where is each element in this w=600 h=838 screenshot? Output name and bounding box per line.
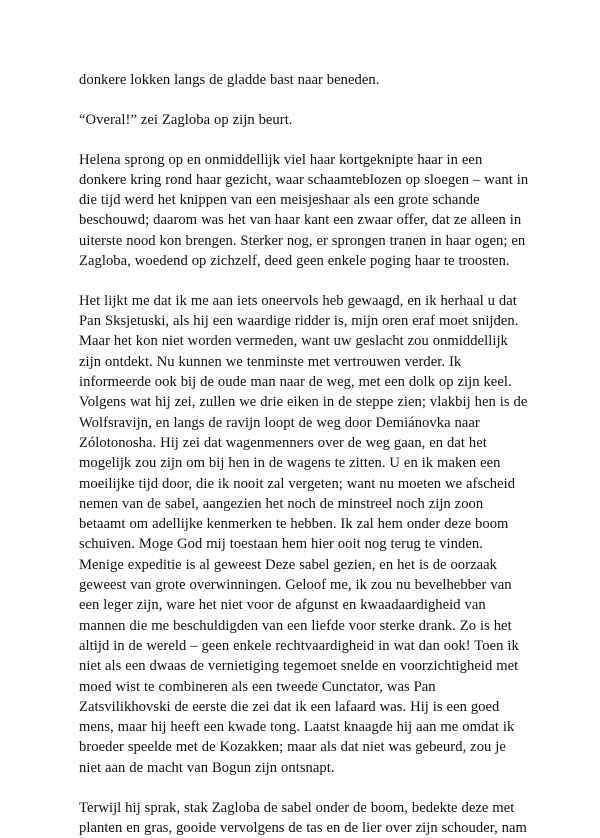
text-line: donkere lokken langs de gladde bast naar beneden.: [79, 70, 531, 90]
text-line: Terwijl hij sprak, stak Zagloba de sabel onder de boom, bedekte deze met: [79, 798, 531, 818]
text-line: Helena sprong op en onmiddellijk viel haar kortgeknipte haar in een: [79, 150, 531, 170]
text-line: niet als een dwaas de vernietiging tegemoet snelde en voorzichtigheid met: [79, 656, 531, 676]
text-line: broeder speelde met de Kozakken; maar als dat niet was gebeurd, zou je: [79, 737, 531, 757]
text-line: beschouwd; daarom was het van haar kant een zwaar offer, dat ze alleen in: [79, 210, 531, 230]
paragraph-3: [79, 150, 531, 272]
text-line: mogelijk zou zijn om bij hen in de wagens te zitten. U en ik maken een: [79, 453, 531, 473]
paragraph-2: [79, 110, 531, 130]
paragraph-5: [79, 798, 531, 838]
text-line: uiterste nood kon brengen. Sterker nog, er sprongen tranen in haar ogen; en: [79, 231, 531, 251]
text-line: die tijd werd het knippen van een meisjeshaar als een grote schande: [79, 190, 531, 210]
text-line: Zagloba, woedend op zichzelf, deed geen enkele poging haar te troosten.: [79, 251, 531, 271]
text-line: Wolfsravijn, en langs de ravijn loopt de weg door Demiánovka naar: [79, 413, 531, 433]
text-line: nemen van de sabel, aangezien het noch de minstreel noch zijn zoon: [79, 494, 531, 514]
document-page: [79, 70, 531, 838]
text-line: een leger zijn, ware het niet voor de afgunst en kwaadaardigheid van: [79, 595, 531, 615]
text-line: informeerde ook bij de oude man naar de weg, met een dolk op zijn keel.: [79, 372, 531, 392]
paragraph-1: [79, 70, 531, 90]
text-line: Zatsvilikhovski de eerste die zei dat ik een lafaard was. Hij is een goed: [79, 697, 531, 717]
text-line: Volgens wat hij zei, zullen we drie eiken in de steppe zien; vlakbij hen is de: [79, 392, 531, 412]
text-line: mannen die me beschuldigden van een liefde voor sterke drank. Zo is het: [79, 616, 531, 636]
text-line: geweest van grote overwinningen. Geloof me, ik zou nu bevelhebber van: [79, 575, 531, 595]
text-line: moeilijke tijd door, die ik nooit zal vergeten; want nu moeten we afscheid: [79, 474, 531, 494]
text-line: Menige expeditie is al geweest Deze sabel gezien, en het is de oorzaak: [79, 555, 531, 575]
text-line: Pan Sksjetuski, als hij een waardige ridder is, mijn oren eraf moet snijden.: [79, 311, 531, 331]
text-line: planten en gras, gooide vervolgens de tas en de lier over zijn schouder, nam: [79, 818, 531, 838]
text-line: niet aan de macht van Bogun zijn ontsnapt.: [79, 758, 531, 778]
text-line: betaamt om adellijke kenmerken te hebben. Ik zal hem onder deze boom: [79, 514, 531, 534]
text-line: schuiven. Moge God mij toestaan hem hier ooit nog terug te vinden.: [79, 534, 531, 554]
text-line: “Overal!” zei Zagloba op zijn beurt.: [79, 110, 531, 130]
text-line: Maar het kon niet worden vermeden, want uw geslacht zou onmiddellijk: [79, 331, 531, 351]
text-line: zijn ontdekt. Nu kunnen we tenminste met vertrouwen verder. Ik: [79, 352, 531, 372]
text-line: mens, maar hij heeft een kwade tong. Laatst knaagde hij aan me omdat ik: [79, 717, 531, 737]
text-line: altijd in de wereld – geen enkele rechtvaardigheid in wat dan ook! Toen ik: [79, 636, 531, 656]
paragraph-4: [79, 291, 531, 778]
text-line: donkere kring rond haar gezicht, waar schaamteblozen op sloegen – want in: [79, 170, 531, 190]
text-line: Zólotonosha. Hij zei dat wagenmenners over de weg gaan, en dat het: [79, 433, 531, 453]
text-line: moed wist te combineren als een tweede Cunctator, was Pan: [79, 677, 531, 697]
text-line: Het lijkt me dat ik me aan iets oneervols heb gewaagd, en ik herhaal u dat: [79, 291, 531, 311]
